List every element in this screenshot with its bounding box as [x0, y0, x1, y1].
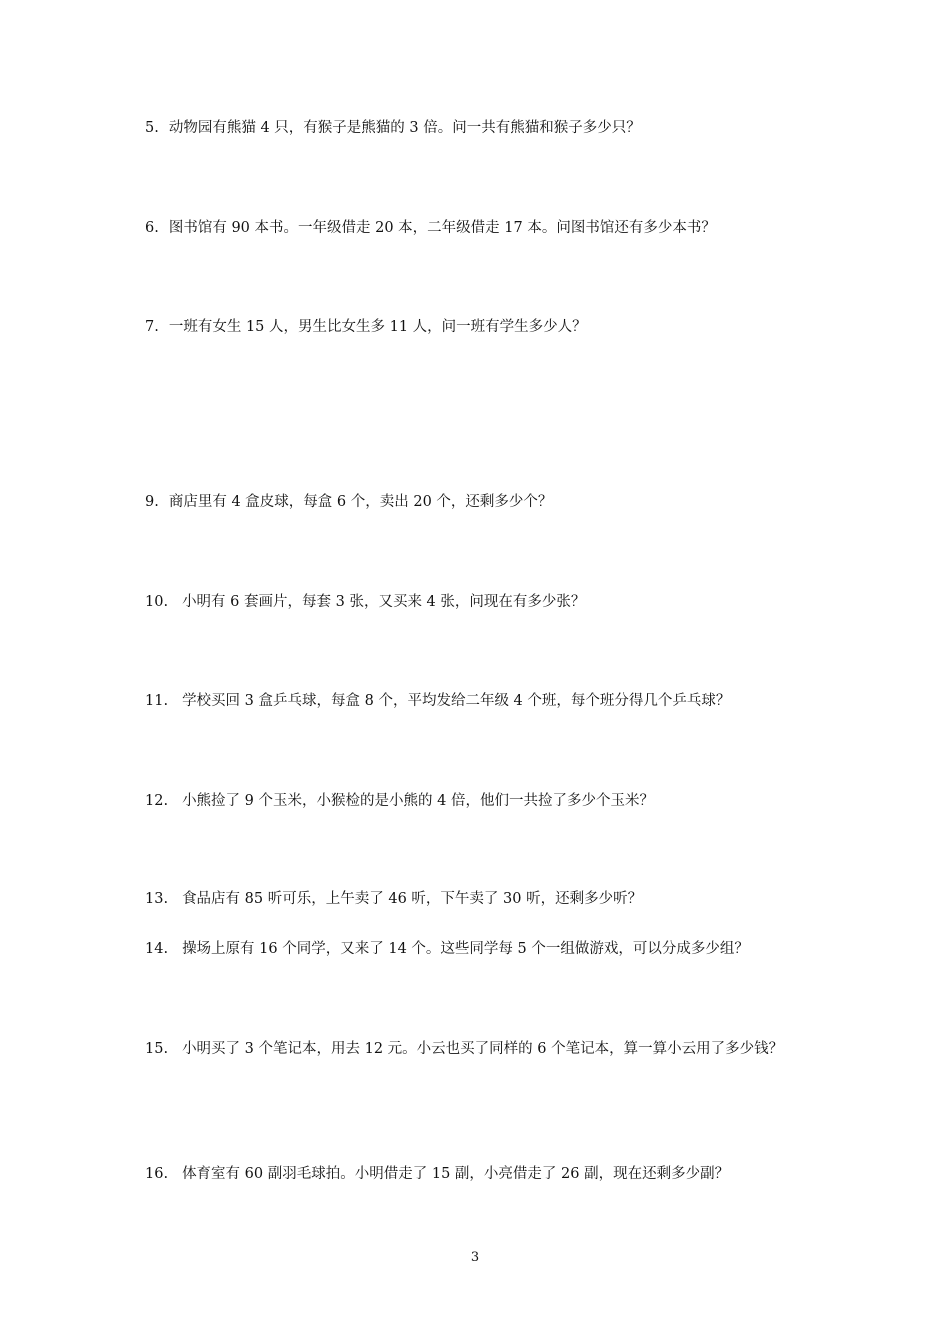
question-14: [145, 937, 810, 962]
question-text: 小明有 6 套画片，每套 3 张，又买来 4 张，问现在有多少张？: [182, 594, 586, 610]
question-9: [145, 490, 810, 515]
page-number: 3: [470, 1250, 480, 1265]
question-number: 6.: [145, 220, 159, 236]
question-text: 动物园有熊猫 4 只，有猴子是熊猫的 3 倍。问一共有熊猫和猴子多少只？: [168, 120, 641, 136]
question-16: [145, 1162, 810, 1187]
question-number: 5.: [145, 120, 159, 136]
question-text: 商店里有 4 盒皮球，每盒 6 个，卖出 20 个，还剩多少个？: [168, 494, 553, 510]
question-number: 15.: [145, 1041, 169, 1057]
question-text: 小熊捡了 9 个玉米，小猴检的是小熊的 4 倍，他们一共捡了多少个玉米？: [182, 793, 654, 809]
question-number: 10.: [145, 594, 169, 610]
question-number: 14.: [145, 941, 169, 957]
question-6: [145, 216, 810, 241]
question-12: [145, 789, 810, 814]
question-5: [145, 116, 810, 141]
question-13: [145, 887, 810, 912]
question-15: [145, 1037, 810, 1062]
question-text: 食品店有 85 听可乐，上午卖了 46 听，下午卖了 30 听，还剩多少听？: [182, 891, 643, 907]
question-number: 12.: [145, 793, 169, 809]
question-number: 13.: [145, 891, 169, 907]
question-text: 一班有女生 15 人，男生比女生多 11 人，问一班有学生多少人？: [168, 319, 587, 335]
question-number: 16.: [145, 1166, 169, 1182]
question-text: 学校买回 3 盒乒乓球，每盒 8 个，平均发给二年级 4 个班，每个班分得几个乒乓球？: [182, 693, 731, 709]
question-text: 小明买了 3 个笔记本，用去 12 元。小云也买了同样的 6 个笔记本，算一算小云用了多少钱？: [182, 1041, 784, 1057]
question-text: 图书馆有 90 本书。一年级借走 20 本，二年级借走 17 本。问图书馆还有多少本书？: [168, 220, 716, 236]
question-11: [145, 689, 810, 714]
question-number: 11.: [145, 693, 169, 709]
question-7: [145, 315, 810, 340]
question-number: 7.: [145, 319, 159, 335]
question-number: 9.: [145, 494, 159, 510]
question-text: 体育室有 60 副羽毛球拍。小明借走了 15 副，小亮借走了 26 副，现在还剩多少副？: [182, 1166, 730, 1182]
question-10: [145, 590, 810, 615]
question-text: 操场上原有 16 个同学，又来了 14 个。这些同学每 5 个一组做游戏，可以分成多少组？: [182, 941, 749, 957]
